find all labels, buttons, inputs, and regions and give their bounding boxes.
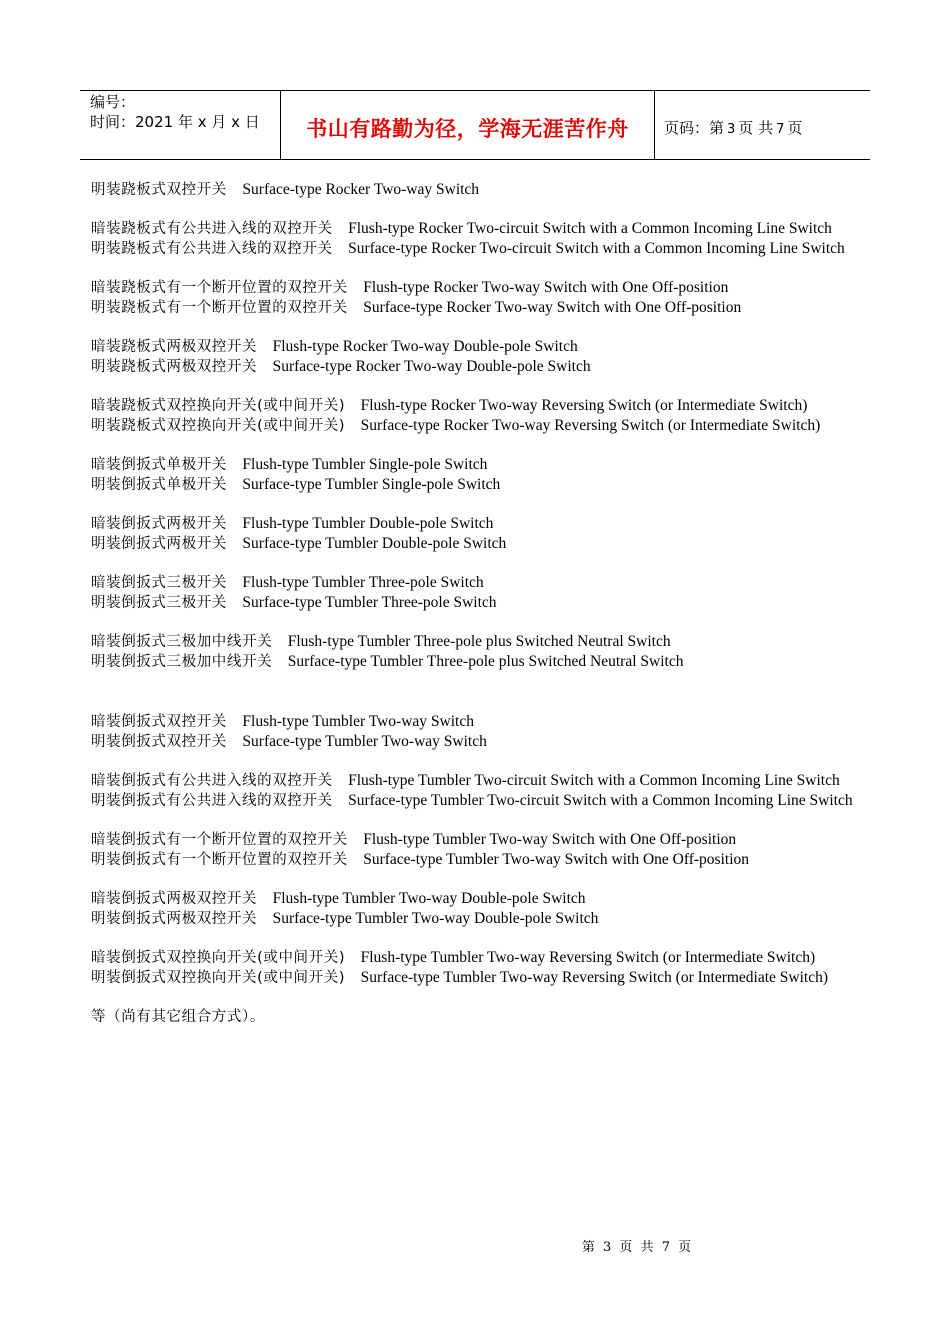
term-line	[91, 514, 859, 534]
english-term: Flush-type Rocker Two-way Switch with One Off-position	[363, 279, 729, 296]
chinese-term: 明装跷板式双控开关	[91, 182, 227, 198]
english-term: Flush-type Tumbler Two-way Double-pole Switch	[272, 890, 586, 907]
closing-note: 等（尚有其它组合方式）。	[91, 1009, 265, 1025]
term-paragraph	[91, 180, 859, 200]
term-line	[91, 573, 859, 593]
chinese-term: 暗装倒扳式有一个断开位置的双控开关	[91, 832, 348, 848]
section-gap	[91, 691, 859, 712]
english-term: Flush-type Rocker Two-way Double-pole Switch	[272, 338, 578, 355]
document-number-label: 编号：	[90, 93, 136, 111]
term-paragraph	[91, 278, 859, 318]
term-paragraph	[91, 219, 859, 259]
header-page-cell	[655, 91, 870, 159]
term-line	[91, 889, 859, 909]
page-suffix: 页	[787, 119, 803, 137]
english-term: Surface-type Tumbler Two-way Reversing Switch (or Intermediate Switch)	[360, 969, 829, 986]
chinese-term: 暗装跷板式两极双控开关	[91, 339, 258, 355]
document-body	[91, 180, 859, 1027]
term-line	[91, 298, 859, 318]
chinese-term: 暗装倒扳式单极开关	[91, 457, 227, 473]
term-paragraph	[91, 771, 859, 811]
chinese-term: 暗装跷板式双控换向开关(或中间开关)	[91, 398, 346, 414]
english-term: Flush-type Tumbler Two-circuit Switch with a Common Incoming Line Switch	[348, 772, 840, 789]
chinese-term: 明装跷板式两极双控开关	[91, 359, 258, 375]
term-paragraph	[91, 889, 859, 929]
chinese-term: 暗装倒扳式双控开关	[91, 714, 227, 730]
chinese-term: 暗装倒扳式三极加中线开关	[91, 634, 273, 650]
term-line	[91, 534, 859, 554]
page-footer	[0, 1236, 950, 1255]
english-term: Flush-type Rocker Two-way Reversing Switch (or Intermediate Switch)	[360, 397, 808, 414]
chinese-term: 暗装跷板式有一个断开位置的双控开关	[91, 280, 348, 296]
page-total: 7	[776, 122, 785, 137]
term-line	[91, 732, 859, 752]
english-term: Surface-type Rocker Two-way Switch	[242, 181, 480, 198]
motto: 书山有路勤为径，学海无涯苦作舟	[306, 117, 629, 141]
english-term: Surface-type Rocker Two-circuit Switch with a Common Incoming Line Switch	[348, 240, 845, 257]
header-info-cell	[80, 91, 281, 159]
english-term: Surface-type Rocker Two-way Switch with One Off-position	[363, 299, 742, 316]
term-paragraph	[91, 830, 859, 870]
document-time-label: 时间：2021 年 x 月 x 日	[90, 113, 260, 131]
chinese-term: 明装跷板式有一个断开位置的双控开关	[91, 300, 348, 316]
chinese-term: 明装倒扳式双控换向开关(或中间开关)	[91, 970, 346, 986]
term-line	[91, 948, 859, 968]
term-line	[91, 396, 859, 416]
english-term: Flush-type Tumbler Two-way Reversing Switch (or Intermediate Switch)	[360, 949, 816, 966]
term-line	[91, 219, 859, 239]
term-paragraph	[91, 573, 859, 613]
english-term: Surface-type Rocker Two-way Reversing Switch (or Intermediate Switch)	[360, 417, 821, 434]
chinese-term: 明装倒扳式两极双控开关	[91, 911, 258, 927]
page-number: 3	[727, 122, 736, 137]
term-line	[91, 850, 859, 870]
header-motto-cell	[281, 91, 655, 159]
chinese-term: 暗装倒扳式两极双控开关	[91, 891, 258, 907]
english-term: Flush-type Tumbler Three-pole plus Switched Neutral Switch	[287, 633, 671, 650]
term-paragraph	[91, 632, 859, 672]
chinese-term: 明装跷板式双控换向开关(或中间开关)	[91, 418, 346, 434]
term-line	[91, 455, 859, 475]
header-page-indicator	[664, 117, 802, 138]
english-term: Surface-type Tumbler Single-pole Switch	[242, 476, 501, 493]
term-paragraph	[91, 455, 859, 495]
term-line	[91, 712, 859, 732]
chinese-term: 明装倒扳式双控开关	[91, 734, 227, 750]
chinese-term: 暗装倒扳式双控换向开关(或中间开关)	[91, 950, 346, 966]
term-line	[91, 416, 859, 436]
english-term: Surface-type Tumbler Double-pole Switch	[242, 535, 507, 552]
footer-page-number: 第 3 页 共 7 页	[581, 1240, 694, 1255]
page-prefix: 页码：第	[664, 119, 725, 137]
chinese-term: 暗装倒扳式有公共进入线的双控开关	[91, 773, 333, 789]
term-paragraph	[91, 396, 859, 436]
term-line	[91, 771, 859, 791]
english-term: Flush-type Tumbler Two-way Switch with One Off-position	[363, 831, 737, 848]
chinese-term: 明装跷板式有公共进入线的双控开关	[91, 241, 333, 257]
term-line	[91, 791, 859, 811]
chinese-term: 暗装倒扳式两极开关	[91, 516, 227, 532]
chinese-term: 明装倒扳式三极开关	[91, 595, 227, 611]
term-line	[91, 337, 859, 357]
term-line	[91, 968, 859, 988]
term-paragraph	[91, 712, 859, 752]
term-line	[91, 180, 859, 200]
term-line	[91, 593, 859, 613]
chinese-term: 明装倒扳式两极开关	[91, 536, 227, 552]
english-term: Flush-type Tumbler Double-pole Switch	[242, 515, 494, 532]
term-line	[91, 475, 859, 495]
chinese-term: 暗装倒扳式三极开关	[91, 575, 227, 591]
term-line	[91, 278, 859, 298]
page-mid: 页 共	[738, 119, 774, 137]
chinese-term: 明装倒扳式三极加中线开关	[91, 654, 273, 670]
term-line	[91, 652, 859, 672]
term-line	[91, 830, 859, 850]
english-term: Surface-type Tumbler Two-circuit Switch with a Common Incoming Line Switch	[348, 792, 853, 809]
english-term: Surface-type Tumbler Two-way Switch	[242, 733, 487, 750]
chinese-term: 明装倒扳式单极开关	[91, 477, 227, 493]
term-paragraph	[91, 514, 859, 554]
page-header	[80, 90, 870, 160]
english-term: Surface-type Tumbler Two-way Double-pole Switch	[272, 910, 599, 927]
term-paragraph	[91, 948, 859, 988]
english-term: Surface-type Tumbler Two-way Switch with One Off-position	[363, 851, 750, 868]
english-term: Surface-type Tumbler Three-pole Switch	[242, 594, 497, 611]
english-term: Flush-type Tumbler Three-pole Switch	[242, 574, 484, 591]
term-line	[91, 632, 859, 652]
chinese-term: 明装倒扳式有公共进入线的双控开关	[91, 793, 333, 809]
term-line	[91, 909, 859, 929]
english-term: Flush-type Tumbler Single-pole Switch	[242, 456, 488, 473]
english-term: Surface-type Tumbler Three-pole plus Switched Neutral Switch	[287, 653, 684, 670]
chinese-term: 明装倒扳式有一个断开位置的双控开关	[91, 852, 348, 868]
english-term: Flush-type Tumbler Two-way Switch	[242, 713, 474, 730]
term-paragraph	[91, 337, 859, 377]
chinese-term: 暗装跷板式有公共进入线的双控开关	[91, 221, 333, 237]
english-term: Surface-type Rocker Two-way Double-pole Switch	[272, 358, 591, 375]
term-line	[91, 239, 859, 259]
english-term: Flush-type Rocker Two-circuit Switch with a Common Incoming Line Switch	[348, 220, 832, 237]
term-line	[91, 357, 859, 377]
